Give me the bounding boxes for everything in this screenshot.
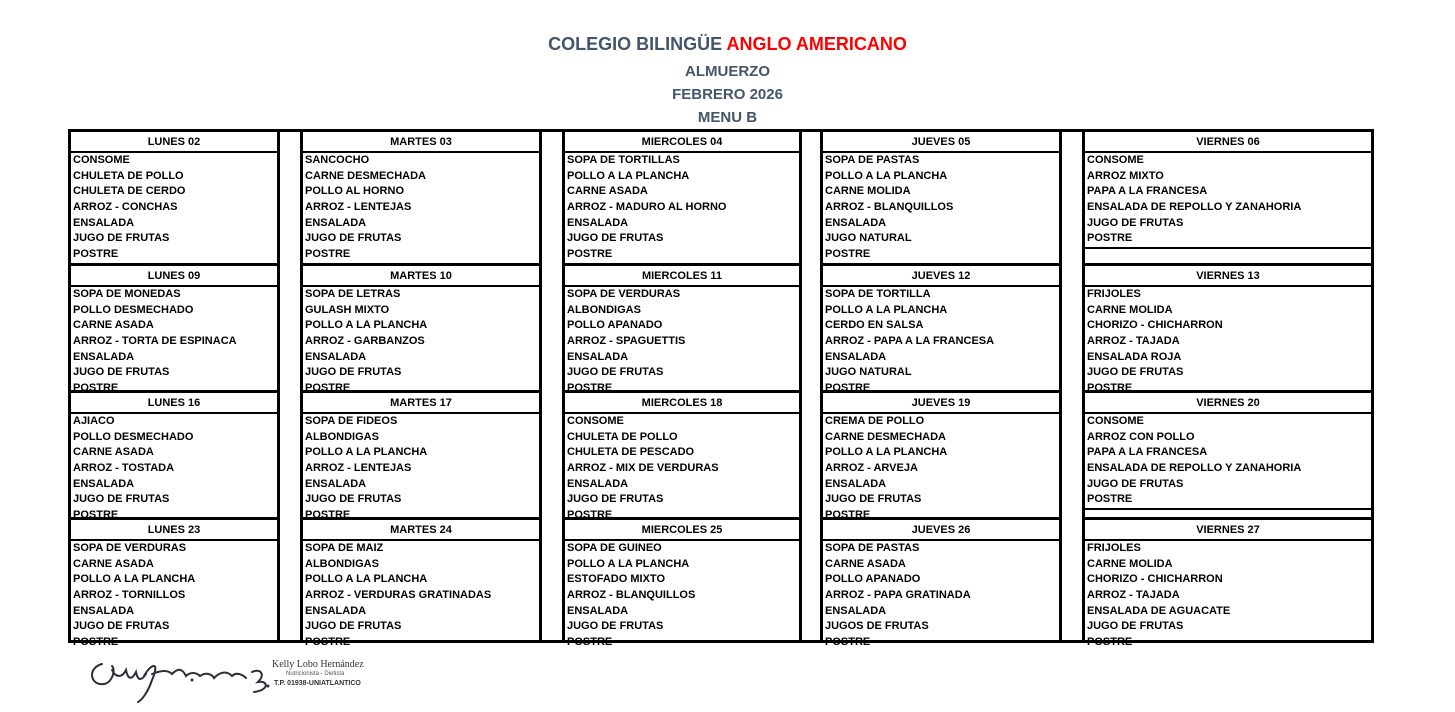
menu-item: JUGO DE FRUTAS — [73, 493, 170, 506]
day-cell — [565, 517, 799, 649]
day-cell — [1085, 263, 1371, 393]
menu-item: AJIACO — [73, 415, 115, 427]
menu-item: ARROZ - MIX DE VERDURAS — [567, 462, 719, 475]
menu-item: CONSOME — [1087, 154, 1144, 166]
month-label: FEBRERO 2026 — [672, 86, 783, 103]
menu-item: ENSALADA ROJA — [1087, 350, 1182, 363]
menu-item: CHULETA DE POLLO — [567, 430, 678, 443]
menu-item: CARNE ASADA — [73, 319, 154, 332]
day-cell — [71, 390, 277, 520]
menu-item: CHORIZO - CHICHARRON — [1087, 573, 1223, 586]
day-header: JUEVES 05 — [823, 132, 1059, 153]
menu-item: CHULETA DE POLLO — [73, 169, 184, 182]
menu-item: JUGO DE FRUTAS — [1087, 620, 1184, 633]
menu-item: CONSOME — [567, 415, 624, 427]
menu-item: ENSALADA — [567, 477, 629, 490]
menu-item: PAPA A LA FRANCESA — [1087, 185, 1208, 198]
day-header: LUNES 09 — [71, 266, 277, 287]
day-header: MARTES 03 — [303, 132, 539, 153]
day-cell — [71, 132, 277, 263]
day-cell — [823, 390, 1059, 520]
signature-name: Kelly Lobo Hernández — [272, 659, 364, 670]
day-cell — [565, 390, 799, 520]
menu-item: ENSALADA DE AGUACATE — [1087, 604, 1231, 617]
menu-item: ARROZ - SPAGUETTIS — [567, 335, 686, 348]
menu-item: POSTRE — [305, 636, 351, 649]
menu-item: CARNE ASADA — [825, 557, 906, 570]
menu-item: POLLO A LA PLANCHA — [567, 557, 690, 570]
menu-item: POLLO A LA PLANCHA — [305, 319, 428, 332]
menu-item: ENSALADA — [305, 216, 367, 229]
menu-item: SOPA DE GUINEO — [567, 542, 662, 554]
menu-item: ALBONDIGAS — [567, 303, 641, 316]
menu-item: SOPA DE MAIZ — [305, 542, 384, 554]
menu-item: ARROZ - TORTA DE ESPINACA — [73, 335, 237, 348]
menu-item: ALBONDIGAS — [305, 557, 379, 570]
menu-item: POLLO A LA PLANCHA — [567, 169, 690, 182]
day-cell — [823, 132, 1059, 263]
menu-item: GULASH MIXTO — [305, 303, 390, 316]
menu-item: JUGO DE FRUTAS — [567, 232, 664, 245]
day-header: LUNES 23 — [71, 520, 277, 541]
menu-item: JUGO DE FRUTAS — [825, 493, 922, 506]
signature-license: T.P. 01938-UNIATLANTICO — [274, 680, 361, 687]
day-header: VIERNES 20 — [1085, 393, 1371, 414]
menu-item: POLLO AL HORNO — [305, 185, 404, 198]
menu-item: POSTRE — [1087, 382, 1133, 395]
menu-item: JUGO DE FRUTAS — [1087, 477, 1184, 490]
day-cell — [565, 263, 799, 393]
day-cell — [303, 263, 539, 393]
menu-item: JUGO DE FRUTAS — [567, 620, 664, 633]
menu-item: CREMA DE POLLO — [825, 415, 925, 427]
day-header: MARTES 17 — [303, 393, 539, 414]
menu-item: SANCOCHO — [305, 154, 370, 166]
title-highlight: ANGLO AMERICANO — [726, 34, 907, 54]
menu-item: POSTRE — [825, 509, 871, 522]
menu-item: CARNE MOLIDA — [1087, 557, 1173, 570]
menu-item: JUGO DE FRUTAS — [73, 620, 170, 633]
menu-item: ENSALADA — [73, 216, 135, 229]
menu-item: POLLO A LA PLANCHA — [825, 446, 948, 459]
day-header: LUNES 02 — [71, 132, 277, 153]
menu-item: POSTRE — [567, 509, 613, 522]
page-title — [0, 34, 1455, 55]
signature-role: Nutricionista - Dietista — [286, 671, 345, 677]
menu-item: ARROZ - TAJADA — [1087, 589, 1180, 602]
menu-item: ARROZ - BLANQUILLOS — [825, 201, 954, 214]
day-header: VIERNES 27 — [1085, 520, 1371, 541]
menu-item: ENSALADA — [567, 350, 629, 363]
menu-item: CONSOME — [1087, 415, 1144, 427]
day-cell — [1085, 390, 1371, 520]
menu-item: POLLO A LA PLANCHA — [305, 446, 428, 459]
day-header: VIERNES 06 — [1085, 132, 1371, 153]
menu-label: MENU B — [697, 109, 758, 126]
day-cell — [303, 390, 539, 520]
meal-label: ALMUERZO — [685, 63, 770, 80]
menu-item: JUGO DE FRUTAS — [1087, 366, 1184, 379]
day-header: MARTES 24 — [303, 520, 539, 541]
menu-item: POSTRE — [73, 382, 119, 395]
menu-item: POSTRE — [73, 509, 119, 522]
menu-item: JUGO DE FRUTAS — [305, 232, 402, 245]
menu-item: POLLO DESMECHADO — [73, 303, 194, 316]
menu-item: POLLO A LA PLANCHA — [825, 303, 948, 316]
menu-item: POSTRE — [567, 636, 613, 649]
menu-item: ARROZ - LENTEJAS — [305, 201, 412, 214]
menu-item: ENSALADA — [73, 604, 135, 617]
menu-item: JUGO DE FRUTAS — [73, 232, 170, 245]
menu-item: POSTRE — [73, 636, 119, 649]
menu-item: POSTRE — [825, 248, 871, 261]
menu-item: JUGO DE FRUTAS — [567, 493, 664, 506]
menu-item: ENSALADA — [73, 350, 135, 363]
menu-item: ENSALADA — [305, 604, 367, 617]
menu-item: ARROZ - BLANQUILLOS — [567, 589, 696, 602]
day-header: JUEVES 12 — [823, 266, 1059, 287]
menu-item: ARROZ - MADURO AL HORNO — [567, 201, 727, 214]
day-cell — [823, 517, 1059, 649]
menu-item: SOPA DE TORTILLA — [825, 288, 931, 300]
menu-item: CHULETA DE CERDO — [73, 185, 186, 198]
day-cell — [565, 132, 799, 263]
menu-item: ARROZ - PAPA GRATINADA — [825, 589, 971, 602]
day-header: JUEVES 19 — [823, 393, 1059, 414]
day-header: MIERCOLES 18 — [565, 393, 799, 414]
menu-item: POSTRE — [305, 248, 351, 261]
menu-item: ARROZ - VERDURAS GRATINADAS — [305, 589, 492, 602]
menu-item: POSTRE — [305, 509, 351, 522]
day-cell — [1085, 517, 1371, 649]
menu-item: POSTRE — [73, 248, 119, 261]
menu-item: ARROZ MIXTO — [1087, 169, 1164, 182]
menu-item: ENSALADA — [305, 477, 367, 490]
menu-item: POLLO A LA PLANCHA — [825, 169, 948, 182]
menu-item: SOPA DE VERDURAS — [567, 288, 681, 300]
menu-item: CERDO EN SALSA — [825, 319, 924, 332]
menu-item: POSTRE — [825, 382, 871, 395]
day-header: MIERCOLES 04 — [565, 132, 799, 153]
day-cell — [303, 132, 539, 263]
menu-item: ARROZ - LENTEJAS — [305, 462, 412, 475]
menu-item: CARNE ASADA — [73, 446, 154, 459]
menu-item: PAPA A LA FRANCESA — [1087, 446, 1208, 459]
day-cell — [823, 263, 1059, 393]
menu-item: ENSALADA — [825, 350, 887, 363]
menu-item: JUGO DE FRUTAS — [567, 366, 664, 379]
menu-item: FRIJOLES — [1087, 288, 1141, 300]
menu-item: SOPA DE LETRAS — [305, 288, 401, 300]
menu-item: JUGOS DE FRUTAS — [825, 620, 929, 633]
day-column — [300, 132, 542, 649]
menu-item: ENSALADA DE REPOLLO Y ZANAHORIA — [1087, 201, 1302, 214]
day-header: VIERNES 13 — [1085, 266, 1371, 287]
menu-item: JUGO DE FRUTAS — [73, 366, 170, 379]
day-column — [68, 132, 280, 649]
menu-item: ENSALADA — [73, 477, 135, 490]
menu-item: POSTRE — [1087, 232, 1133, 245]
day-header: MARTES 10 — [303, 266, 539, 287]
menu-item: SOPA DE PASTAS — [825, 154, 920, 166]
menu-item: JUGO DE FRUTAS — [305, 620, 402, 633]
menu-item: ENSALADA — [305, 350, 367, 363]
menu-item: ALBONDIGAS — [305, 430, 379, 443]
menu-item: ARROZ - TAJADA — [1087, 335, 1180, 348]
menu-item: FRIJOLES — [1087, 542, 1141, 554]
day-header: LUNES 16 — [71, 393, 277, 414]
menu-item: POLLO DESMECHADO — [73, 430, 194, 443]
menu-item: ENSALADA — [567, 216, 629, 229]
menu-item: POLLO A LA PLANCHA — [73, 573, 196, 586]
day-cell — [303, 517, 539, 649]
menu-item: JUGO DE FRUTAS — [1087, 216, 1184, 229]
menu-item: ARROZ - TORNILLOS — [73, 589, 186, 602]
title-prefix: COLEGIO BILINGÜE — [548, 34, 723, 54]
day-cell — [71, 263, 277, 393]
menu-item: SOPA DE VERDURAS — [73, 542, 187, 554]
menu-item: ARROZ - TOSTADA — [73, 462, 175, 475]
menu-item: CARNE DESMECHADA — [825, 430, 947, 443]
menu-grid — [68, 129, 1374, 649]
day-column — [562, 132, 802, 649]
menu-item: CARNE DESMECHADA — [305, 169, 427, 182]
menu-item: CHORIZO - CHICHARRON — [1087, 319, 1223, 332]
menu-item: POSTRE — [1087, 493, 1133, 506]
menu-item: ENSALADA — [825, 216, 887, 229]
menu-item: POSTRE — [305, 382, 351, 395]
menu-item: JUGO DE FRUTAS — [305, 366, 402, 379]
menu-item: CARNE ASADA — [73, 557, 154, 570]
menu-item: JUGO NATURAL — [825, 232, 912, 245]
menu-item: CARNE MOLIDA — [1087, 303, 1173, 316]
menu-item: CHULETA DE PESCADO — [567, 446, 695, 459]
menu-item: POLLO APANADO — [825, 573, 921, 586]
menu-item: CARNE ASADA — [567, 185, 648, 198]
day-cell — [71, 517, 277, 649]
menu-item: ENSALADA — [825, 477, 887, 490]
menu-item: ENSALADA — [567, 604, 629, 617]
menu-item: ESTOFADO MIXTO — [567, 573, 665, 586]
menu-item: ARROZ CON POLLO — [1087, 430, 1195, 443]
menu-item: SOPA DE MONEDAS — [73, 288, 181, 300]
menu-item: POLLO APANADO — [567, 319, 663, 332]
menu-item: ARROZ - PAPA A LA FRANCESA — [825, 335, 995, 348]
day-header: MIERCOLES 25 — [565, 520, 799, 541]
menu-item: SOPA DE FIDEOS — [305, 415, 398, 427]
menu-item: ARROZ - ARVEJA — [825, 462, 918, 475]
menu-item: SOPA DE PASTAS — [825, 542, 920, 554]
menu-item: POSTRE — [1087, 636, 1133, 649]
menu-item: ARROZ - GARBANZOS — [305, 335, 425, 348]
menu-item: JUGO DE FRUTAS — [305, 493, 402, 506]
day-header: JUEVES 26 — [823, 520, 1059, 541]
menu-item: SOPA DE TORTILLAS — [567, 154, 680, 166]
menu-item: CARNE MOLIDA — [825, 185, 911, 198]
menu-item: ENSALADA DE REPOLLO Y ZANAHORIA — [1087, 462, 1302, 475]
day-column — [820, 132, 1062, 649]
menu-item: ENSALADA — [825, 604, 887, 617]
day-column — [1082, 132, 1374, 649]
menu-item: ARROZ - CONCHAS — [73, 201, 178, 214]
menu-item: POSTRE — [567, 382, 613, 395]
menu-item: CONSOME — [73, 154, 130, 166]
menu-item: POLLO A LA PLANCHA — [305, 573, 428, 586]
day-cell — [1085, 132, 1371, 263]
menu-item: POSTRE — [567, 248, 613, 261]
menu-item: JUGO NATURAL — [825, 366, 912, 379]
day-header: MIERCOLES 11 — [565, 266, 799, 287]
menu-item: POSTRE — [825, 636, 871, 649]
